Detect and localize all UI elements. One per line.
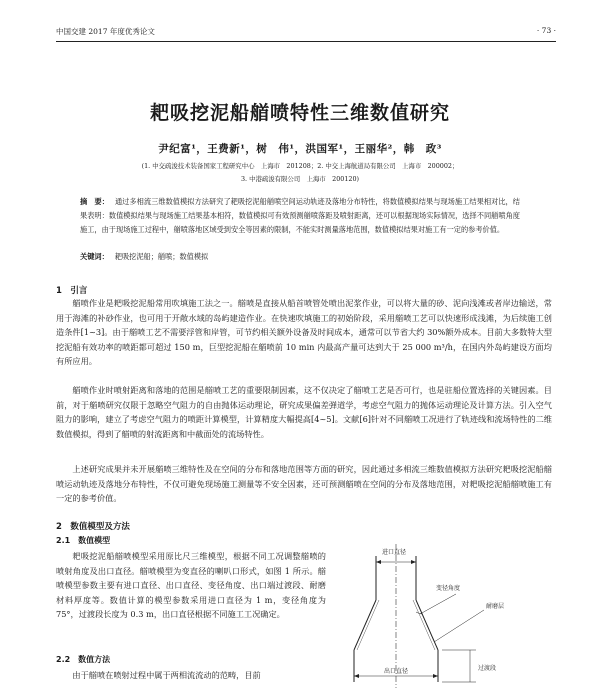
cone-liner-left bbox=[357, 600, 379, 650]
cone-wall-right bbox=[416, 600, 438, 650]
intro-paragraph-1: 艏喷作业是耙吸挖泥船常用吹填施工法之一。艏喷是直接从船首喷管处喷出泥浆作业，可以将大量的砂、泥向浅滩或者岸边输送，常用于海滩的补砂作业，也可用于开敞水域的岛屿建造作业。在快速吹填施工的初始阶段，采用艏喷工艺可以快速形成浅滩，为后续施工创造条件[1~3]。由于艏喷工艺不需要浮管和岸管，可节约相关额外设备及时间成本，通常可以节省大约 30%额外成本。目前大多数特大型挖泥船有效功率的喷距都可超过 150 m，巨型挖泥船在艏喷前 10 min 内最高产量可达到大于 25 000 m³/h，在国内外岛屿建设方面均有所应用。 bbox=[56, 298, 552, 366]
journal-name: 中国交建 2017 年度优秀论文 bbox=[56, 27, 155, 36]
inlet-arrow-left bbox=[376, 560, 381, 564]
label-transition-segment: 过渡段 bbox=[478, 665, 497, 672]
model-paragraph: 耙吸挖泥船艏喷模型采用原比尺三维模型，根据不同工况调整艏喷的喷射角度及出口直径。艏喷模型为变直径的喇叭口形式，如图 1 所示。艏喷模型参数主要有进口直径、出口直径、变径角度、出口端过渡段、耐磨材料厚度等。数值计算的模型参数采用进口直径为 1 m，变径角度为 75°，过渡段长度为 0.3 m，出口直径根据不同施工工况确定。 bbox=[56, 551, 326, 619]
subsection-heading-model: 2.1 数值模型 bbox=[56, 536, 111, 545]
subsection-heading-method: 2.2 数值方法 bbox=[56, 655, 111, 664]
cone-wall-left bbox=[354, 600, 376, 650]
label-wear-layer: 耐磨层 bbox=[486, 603, 505, 610]
paper-title: 耙吸挖泥船艏喷特性三维数值研究 bbox=[149, 102, 450, 124]
label-transition-angle: 变径角度 bbox=[436, 585, 461, 592]
section-heading-introduction: 1 引言 bbox=[56, 286, 88, 296]
label-outlet-diameter: 出口直径 bbox=[384, 668, 409, 675]
keywords-text: 耙吸挖泥船；艏喷；数值模拟 bbox=[114, 252, 209, 261]
keywords bbox=[80, 252, 520, 262]
outlet-arrow-left bbox=[354, 674, 359, 678]
abstract-label: 摘 要： bbox=[80, 197, 109, 206]
intro-paragraph-3: 上述研究成果并未开展艏喷三维特性及在空间的分布和落地范围等方面的研究，因此通过多相流三维数值模拟方法研究耙吸挖泥船艏喷运动轨迹及落地分布特性，不仅可避免现场施工测量等不安全因素，还可预测艏喷在空间的分布及落地范围，对耙吸挖泥船艏喷施工有一定的参考价值。 bbox=[56, 464, 552, 503]
intro-paragraph-2: 艏喷作业时喷射距离和落地的范围是艏喷工艺的重要限制因素，这不仅决定了艏喷工艺是否可行，也是驻船位置选择的关键因素。目前，对于艏喷研究仅限于忽略空气阻力的自由抛体运动理论，研究成果偏差弹道学，考虑空气阻力的抛体运动理论及计算方法。引入空气阻力的影响，建立了考虑空气阻力的喷距计算模型，计算精度大幅提高[4~5]。文献[6]针对不同艏喷工况进行了轨迹线和流场特性的二维数值模拟，得到了艏喷的射流距离和中截面处的流场特性。 bbox=[56, 385, 552, 439]
label-inlet-diameter: 进口直径 bbox=[382, 549, 407, 556]
page-number: · 73 · bbox=[536, 26, 556, 35]
author-list: 尹纪富¹，王费新¹，树 伟¹，洪国军¹，王丽华²，韩 政³ bbox=[158, 143, 442, 155]
keywords-label: 关键词： bbox=[80, 252, 109, 261]
inlet-arrow-right bbox=[411, 560, 416, 564]
abstract bbox=[80, 195, 520, 237]
section-heading-model: 2 数值模型及方法 bbox=[56, 522, 130, 532]
affiliation-line-1: (1. 中交疏浚技术装备国家工程研究中心 上海市 201208；2. 中交上海航道局有限公司 上海市 200002； bbox=[141, 162, 459, 170]
abstract-text: 通过多相流三维数值模拟方法研究了耙吸挖泥船艏喷空间运动轨迹及落地分布特性，将数值模拟结果与现场施工结果相对比，结果表明：数值模拟结果与现场施工结果基本相符，数值模拟可有效预测艏喷落距及喷射距离，还可以根据现场实际情况，选择不同艏喷角度施工，由于现场施工过程中，艏喷落地区域受到安全等因素的限制，不能实时测量落地范围，数值模拟结果对施工有一定的参考价值。 bbox=[80, 197, 520, 234]
affiliation-line-2: 3. 中港疏浚有限公司 上海市 200120) bbox=[240, 175, 360, 183]
wear-leader bbox=[434, 610, 484, 642]
nozzle-diagram bbox=[336, 542, 558, 688]
method-paragraph: 由于艏喷在喷射过程中属于两相流流动的范畴，目前 bbox=[72, 670, 261, 680]
transition-leader bbox=[420, 594, 456, 614]
outlet-arrow-right bbox=[433, 674, 438, 678]
running-header bbox=[56, 26, 556, 42]
header-rule bbox=[56, 41, 556, 42]
